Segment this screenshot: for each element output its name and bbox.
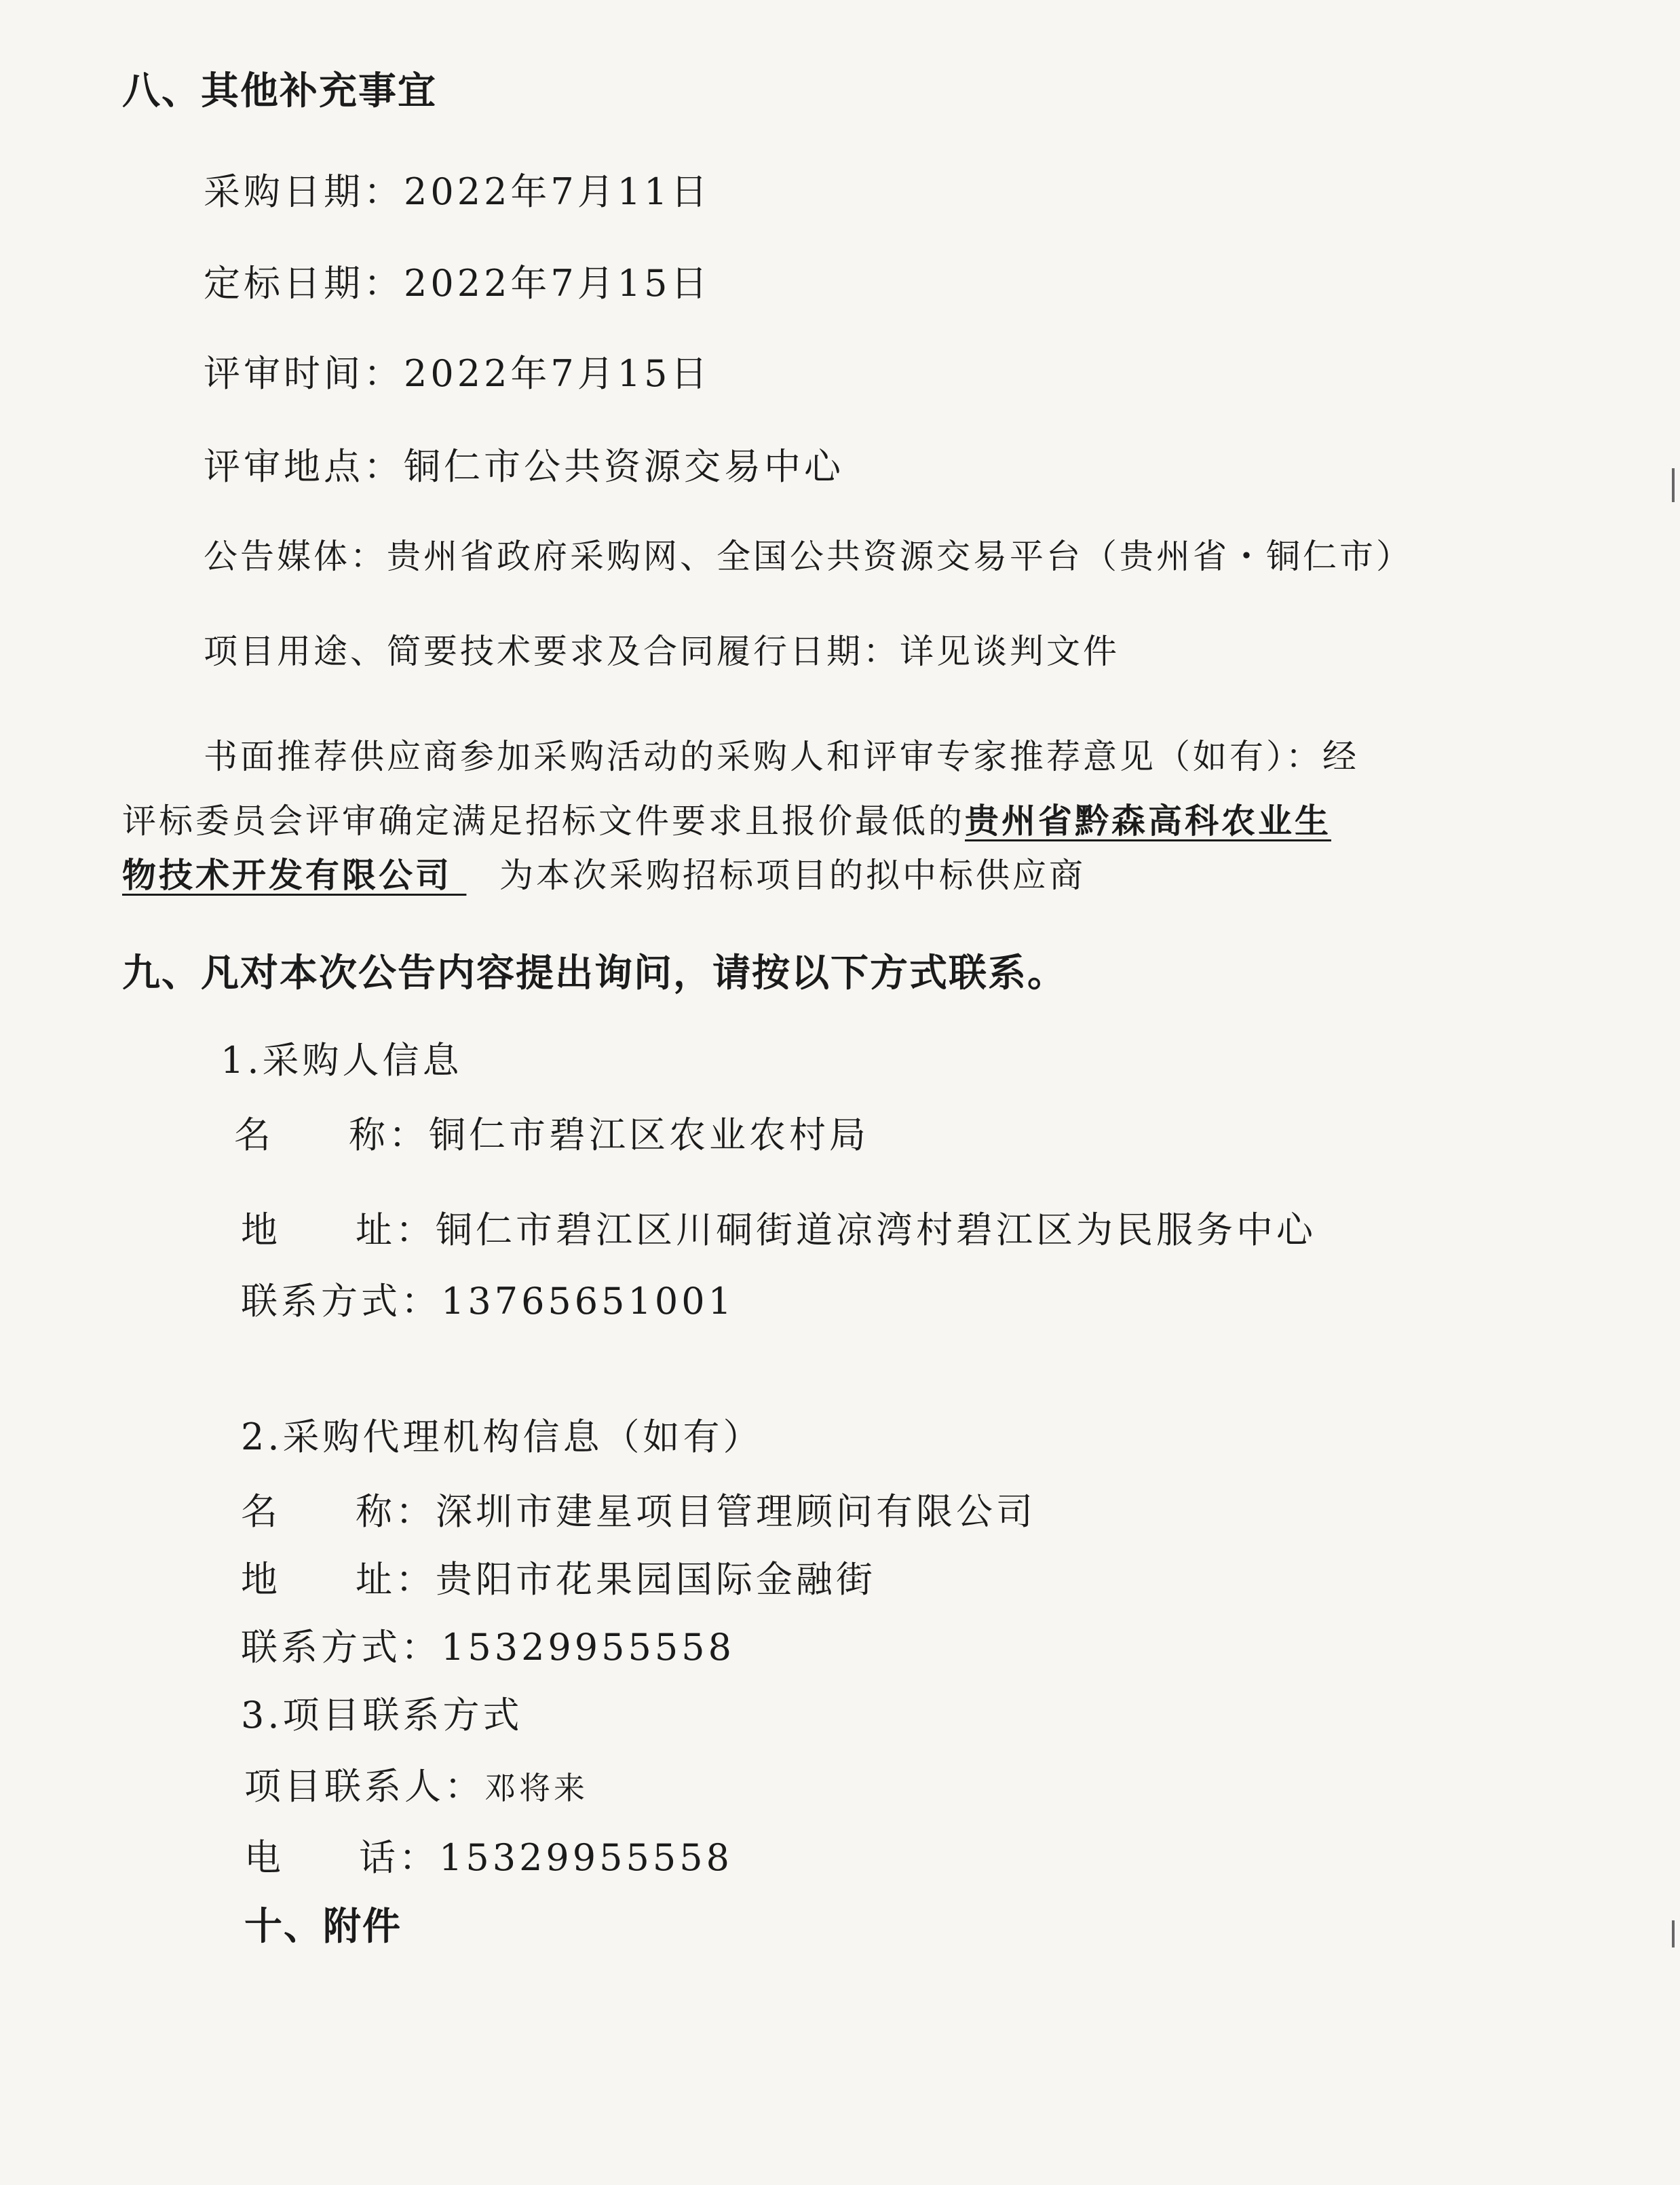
- project-contact-person-row: [244, 1758, 588, 1810]
- label-char: 址：: [356, 1558, 436, 1601]
- label-char: 电: [244, 1836, 284, 1879]
- review-time-row: [204, 345, 711, 397]
- label-char: 地: [241, 1209, 281, 1251]
- row-label: 评审地点：: [204, 445, 404, 488]
- row-label: 项目联系人：: [244, 1765, 484, 1808]
- section-8-heading: 八、其他补充事宜: [122, 69, 437, 113]
- project-contact-person: 邓将来: [484, 1770, 588, 1806]
- project-purpose-row: [204, 624, 1120, 673]
- agency-name: 深圳市建星项目管理顾问有限公司: [436, 1490, 1036, 1533]
- procurement-date-row: [204, 163, 711, 215]
- purchaser-address-row: [241, 1201, 1316, 1253]
- scan-edge-mark: [1672, 1920, 1675, 1948]
- recommendation-line-1: 书面推荐供应商参加采购活动的采购人和评审专家推荐意见（如有）：经: [204, 737, 1359, 776]
- purchaser-phone: 13765651001: [441, 1280, 735, 1323]
- recommendation-suffix: 为本次采购招标项目的拟中标供应商: [499, 856, 1086, 895]
- purchaser-name: 铜仁市碧江区农业农村局: [429, 1114, 869, 1156]
- label-char: 称：: [349, 1114, 429, 1156]
- row-value: 2022年7月11日: [404, 170, 711, 213]
- label-char: 地: [241, 1558, 281, 1601]
- row-value: 2022年7月15日: [404, 262, 711, 305]
- project-phone-row: [244, 1829, 733, 1881]
- row-label: 采购日期：: [204, 170, 404, 213]
- agency-phone: 15329955558: [441, 1626, 735, 1669]
- project-phone: 15329955558: [439, 1836, 733, 1879]
- agency-address-row: [241, 1551, 876, 1603]
- recommendation-line-3: [122, 848, 1086, 897]
- underline-blank: [452, 855, 499, 895]
- agency-contact-row: [241, 1618, 735, 1671]
- purchaser-contact-row: [241, 1272, 735, 1325]
- label-char: 话：: [359, 1836, 439, 1879]
- row-label: 评审时间：: [204, 352, 404, 395]
- award-date-row: [204, 254, 711, 307]
- row-label: 项目用途、简要技术要求及合同履行日期：: [204, 632, 900, 671]
- purchaser-address: 铜仁市碧江区川硐街道凉湾村碧江区为民服务中心: [436, 1209, 1316, 1251]
- winning-supplier-part-2: 物技术开发有限公司: [122, 855, 452, 895]
- section-10-heading: 十、附件: [244, 1905, 402, 1949]
- winning-supplier-part-1: 贵州省黔森高科农业生: [965, 801, 1331, 841]
- project-contact-title: 3.项目联系方式: [241, 1694, 523, 1736]
- row-label: 定标日期：: [204, 262, 404, 305]
- agency-address: 贵阳市花果园国际金融街: [436, 1558, 876, 1601]
- row-value: 铜仁市公共资源交易中心: [404, 445, 844, 488]
- row-value: 详见谈判文件: [900, 632, 1120, 671]
- purchaser-name-row: [234, 1106, 869, 1158]
- announcement-media-row: [204, 529, 1413, 578]
- recommendation-line-2: [122, 794, 1331, 843]
- label-char: 址：: [356, 1209, 436, 1251]
- purchaser-info-title: 1.采购人信息: [221, 1039, 463, 1082]
- label-char: 称：: [356, 1490, 436, 1533]
- row-label: 联系方式：: [241, 1626, 441, 1669]
- section-9-heading: 九、凡对本次公告内容提出询问，请按以下方式联系。: [122, 951, 1067, 995]
- review-location-row: [204, 438, 844, 490]
- row-value: 贵州省政府采购网、全国公共资源交易平台（贵州省・铜仁市）: [387, 537, 1413, 576]
- row-label: 公告媒体：: [204, 537, 387, 576]
- row-value: 2022年7月15日: [404, 352, 711, 395]
- scan-edge-mark: [1672, 468, 1675, 502]
- label-char: 名: [241, 1490, 281, 1533]
- recommendation-prefix: 评标委员会评审确定满足招标文件要求且报价最低的: [122, 801, 965, 841]
- agency-name-row: [241, 1483, 1036, 1535]
- label-char: 名: [234, 1114, 274, 1156]
- agency-info-title: 2.采购代理机构信息（如有）: [241, 1416, 763, 1458]
- row-label: 联系方式：: [241, 1280, 441, 1323]
